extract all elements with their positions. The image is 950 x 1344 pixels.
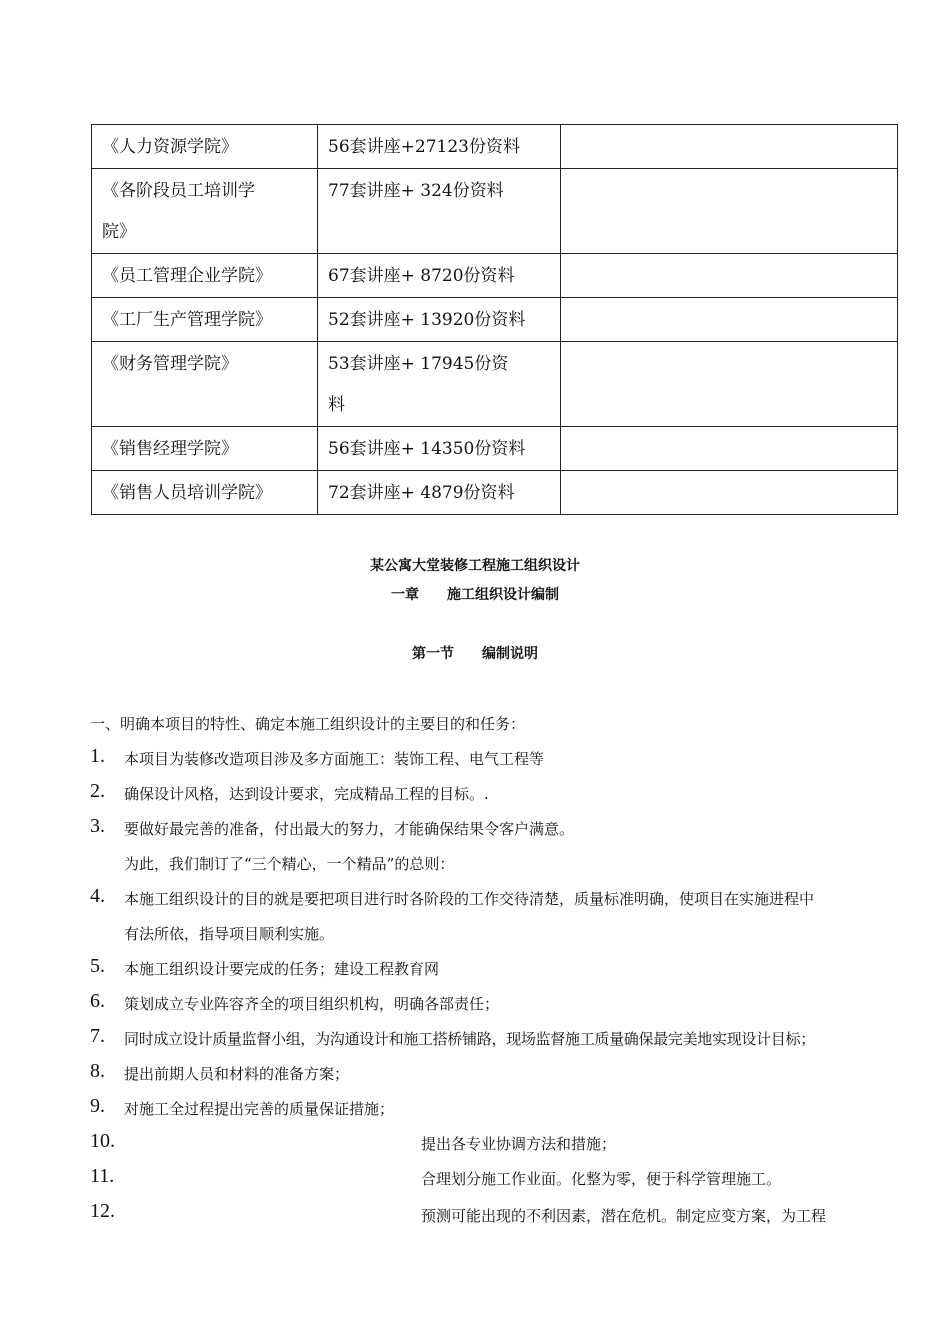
course-content: 52套讲座+ 13920份资料 xyxy=(318,298,561,342)
chapter-name: 施工组织设计编制 xyxy=(447,587,559,603)
list-item: 确保设计风格，达到设计要求，完成精品工程的目标。. xyxy=(124,785,489,803)
table-row xyxy=(92,427,898,471)
table-row xyxy=(92,342,898,427)
course-empty-cell xyxy=(561,342,898,427)
course-name: 《工厂生产管理学院》 xyxy=(92,298,318,342)
course-table xyxy=(91,124,898,515)
course-empty-cell xyxy=(561,427,898,471)
table-row xyxy=(92,471,898,515)
course-content: 72套讲座+ 4879份资料 xyxy=(318,471,561,515)
course-name: 《销售经理学院》 xyxy=(92,427,318,471)
course-name: 《财务管理学院》 xyxy=(92,342,318,427)
list-number: 2. xyxy=(90,780,105,802)
course-empty-cell xyxy=(561,254,898,298)
course-empty-cell xyxy=(561,471,898,515)
list-number: 10. xyxy=(90,1130,115,1152)
course-empty-cell xyxy=(561,298,898,342)
list-item: 本项目为装修改造项目涉及多方面施工：装饰工程、电气工程等 xyxy=(124,750,545,768)
list-number: 11. xyxy=(90,1165,115,1187)
list-item: 要做好最完善的准备，付出最大的努力，才能确保结果令客户满意。 xyxy=(124,820,575,838)
course-name: 《员工管理企业学院》 xyxy=(92,254,318,298)
section-name: 编制说明 xyxy=(482,646,538,662)
list-item: 本施工组织设计要完成的任务；建设工程教育网 xyxy=(124,960,440,978)
list-number: 4. xyxy=(90,885,105,907)
list-item: 对施工全过程提出完善的质量保证措施； xyxy=(124,1100,395,1118)
table-row xyxy=(92,169,898,254)
document-title: 某公寓大堂装修工程施工组织设计 xyxy=(370,558,580,574)
course-name: 《销售人员培训学院》 xyxy=(92,471,318,515)
chapter-heading xyxy=(0,584,950,604)
list-item: 提出前期人员和材料的准备方案； xyxy=(124,1065,350,1083)
list-number: 12. xyxy=(90,1200,115,1222)
list-item: 预测可能出现的不利因素，潜在危机。制定应变方案，为工程 xyxy=(421,1207,827,1225)
section-heading xyxy=(0,643,950,663)
list-number: 6. xyxy=(90,990,105,1012)
course-name: 《人力资源学院》 xyxy=(92,125,318,169)
intro-paragraph: 一、明确本项目的特性、确定本施工组织设计的主要目的和任务： xyxy=(90,715,526,733)
chapter-number: 一章 xyxy=(391,587,419,603)
list-number: 9. xyxy=(90,1095,105,1117)
course-content: 56套讲座+ 14350份资料 xyxy=(318,427,561,471)
list-item: 策划成立专业阵容齐全的项目组织机构，明确各部责任； xyxy=(124,995,500,1013)
list-number: 3. xyxy=(90,815,105,837)
list-number: 1. xyxy=(90,745,105,767)
list-item-continuation: 有法所依，指导项目顺利实施。 xyxy=(124,925,335,943)
section-number: 第一节 xyxy=(412,646,454,662)
course-content: 53套讲座+ 17945份资 料 xyxy=(318,342,561,427)
table-row xyxy=(92,298,898,342)
list-item: 提出各专业协调方法和措施； xyxy=(421,1135,617,1153)
list-number: 5. xyxy=(90,955,105,977)
list-number: 7. xyxy=(90,1025,105,1047)
list-item-continuation: 为此，我们制订了“三个精心，一个精品”的总则： xyxy=(124,855,455,873)
course-name: 《各阶段员工培训学 院》 xyxy=(92,169,318,254)
table-row xyxy=(92,125,898,169)
list-item: 合理划分施工作业面。化整为零，便于科学管理施工。 xyxy=(421,1170,782,1188)
course-empty-cell xyxy=(561,169,898,254)
course-content: 67套讲座+ 8720份资料 xyxy=(318,254,561,298)
list-item: 本施工组织设计的目的就是要把项目进行时各阶段的工作交待清楚，质量标准明确，使项目在实施进程中 xyxy=(124,890,815,908)
list-item: 同时成立设计质量监督小组，为沟通设计和施工搭桥铺路，现场监督施工质量确保最完美地实现设计目标； xyxy=(124,1030,815,1048)
list-number: 8. xyxy=(90,1060,105,1082)
course-content: 77套讲座+ 324份资料 xyxy=(318,169,561,254)
course-empty-cell xyxy=(561,125,898,169)
course-content: 56套讲座+27123份资料 xyxy=(318,125,561,169)
table-row xyxy=(92,254,898,298)
